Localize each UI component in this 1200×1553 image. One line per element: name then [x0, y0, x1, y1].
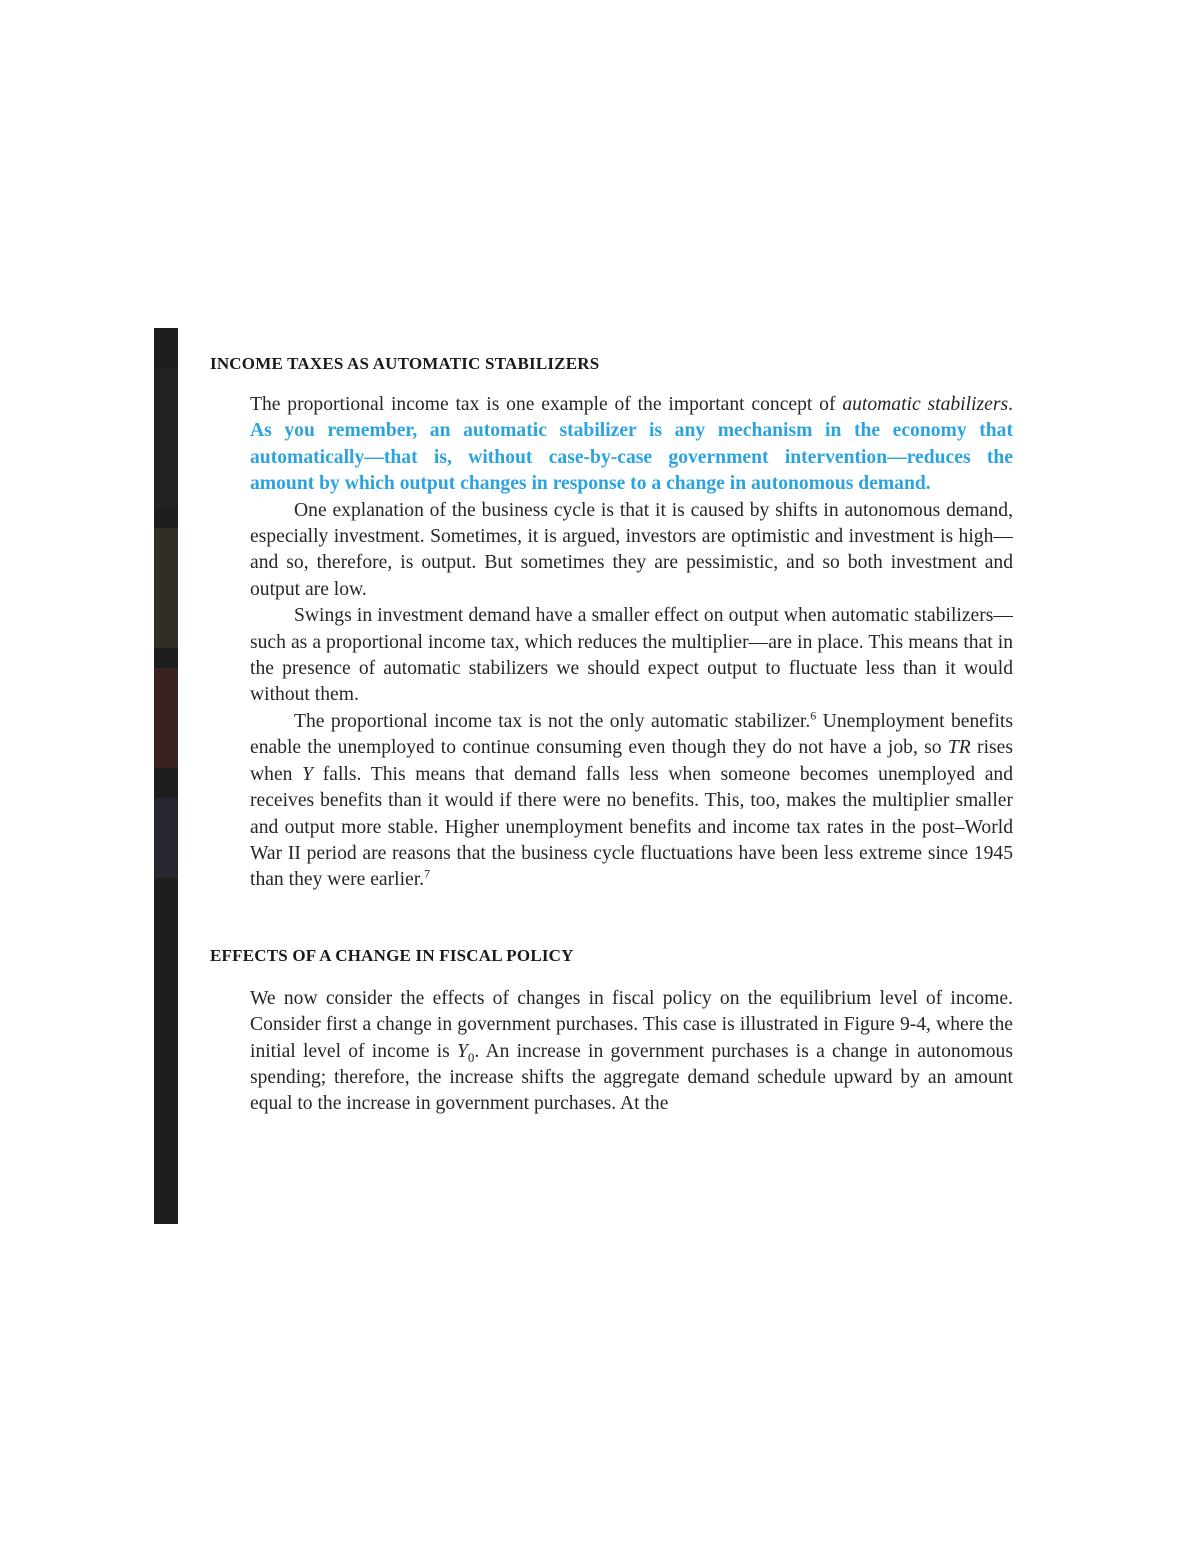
paragraph-intro-text: The proportional income tax is one example of the important concept of: [250, 394, 843, 415]
paragraph-text-part: The proportional income tax is not the only automatic stabilizer.: [294, 710, 811, 732]
variable-tr: TR: [947, 737, 971, 759]
paragraph-fiscal-policy: [250, 986, 1013, 1118]
scan-binding-edge: [154, 328, 178, 1224]
binding-shadow-top: [154, 368, 178, 508]
document-page: [210, 348, 1015, 1118]
binding-tint-blue: [154, 798, 178, 878]
section-heading-fiscal-policy: EFFECTS OF A CHANGE IN FISCAL POLICY: [210, 945, 574, 965]
section-body-fiscal-policy: [250, 986, 1013, 1118]
footnote-marker: 7: [424, 866, 431, 881]
binding-tint-red: [154, 668, 178, 768]
paragraph-unemployment-benefits: [250, 709, 1013, 894]
term-punctuation: .: [1008, 394, 1013, 415]
binding-tint-brown: [154, 528, 178, 648]
paragraph-text-part: . An increase in government purchases is a change in autonomous spending; therefore, the increase shifts the aggregate demand schedule upward by an amount equal to the increase in government purchases. At the: [250, 1040, 1013, 1115]
highlighted-definition: As you remember, an automatic stabilizer is any mechanism in the economy that automatically—that is, without case-by-case government intervention—reduces the amount by which output changes in response to a change in autonomous demand.: [250, 420, 1013, 495]
term-automatic-stabilizers: automatic stabilizers: [842, 394, 1009, 415]
paragraph-business-cycle: One explanation of the business cycle is that it is caused by shifts in autonomous demand, especially investment. Sometimes, it is argued, investors are optimistic and investment is high—and so, therefore, is output. But sometimes they are pessimistic, and so both investment and output are low.: [250, 499, 1013, 600]
section-heading-income-taxes: INCOME TAXES AS AUTOMATIC STABILIZERS: [210, 354, 600, 373]
paragraph-automatic-stabilizers: [250, 392, 1013, 498]
paragraph-text-part: falls. This means that demand falls less when someone becomes unemployed and receives benefits than it would if there were no benefits. This, too, makes the multiplier smaller and output more stable. Higher unemployment benefits and income tax rates in the post–World War II period are reasons that the business cycle fluctuations have been less extreme since 1945 than they were earlier.: [250, 763, 1013, 891]
section-body-income-taxes: [250, 392, 1013, 894]
footnote-marker: 6: [810, 708, 817, 723]
paragraph-investment-swings: Swings in investment demand have a smaller effect on output when automatic stabilizers—such as a proportional income tax, which reduces the multiplier—are in place. This means that in the presence of automatic stabilizers we should expect output to fluctuate less than it would without them.: [250, 605, 1013, 706]
paragraph-text-part: Unemployment benefits enable the unemployed to continue consuming even though they do not have a job, so: [250, 710, 1013, 759]
variable-subscript: 0: [467, 1049, 475, 1065]
variable-y: Y: [302, 763, 314, 785]
paragraph-text-part: rises when: [250, 737, 1013, 785]
paragraph-text-part: We now consider the effects of changes in fiscal policy on the equilibrium level of income. Consider first a change in government purchases. This case is illustrated in Figure 9-4, where the initial level of income is: [250, 987, 1013, 1062]
variable-y: Y: [457, 1040, 468, 1062]
